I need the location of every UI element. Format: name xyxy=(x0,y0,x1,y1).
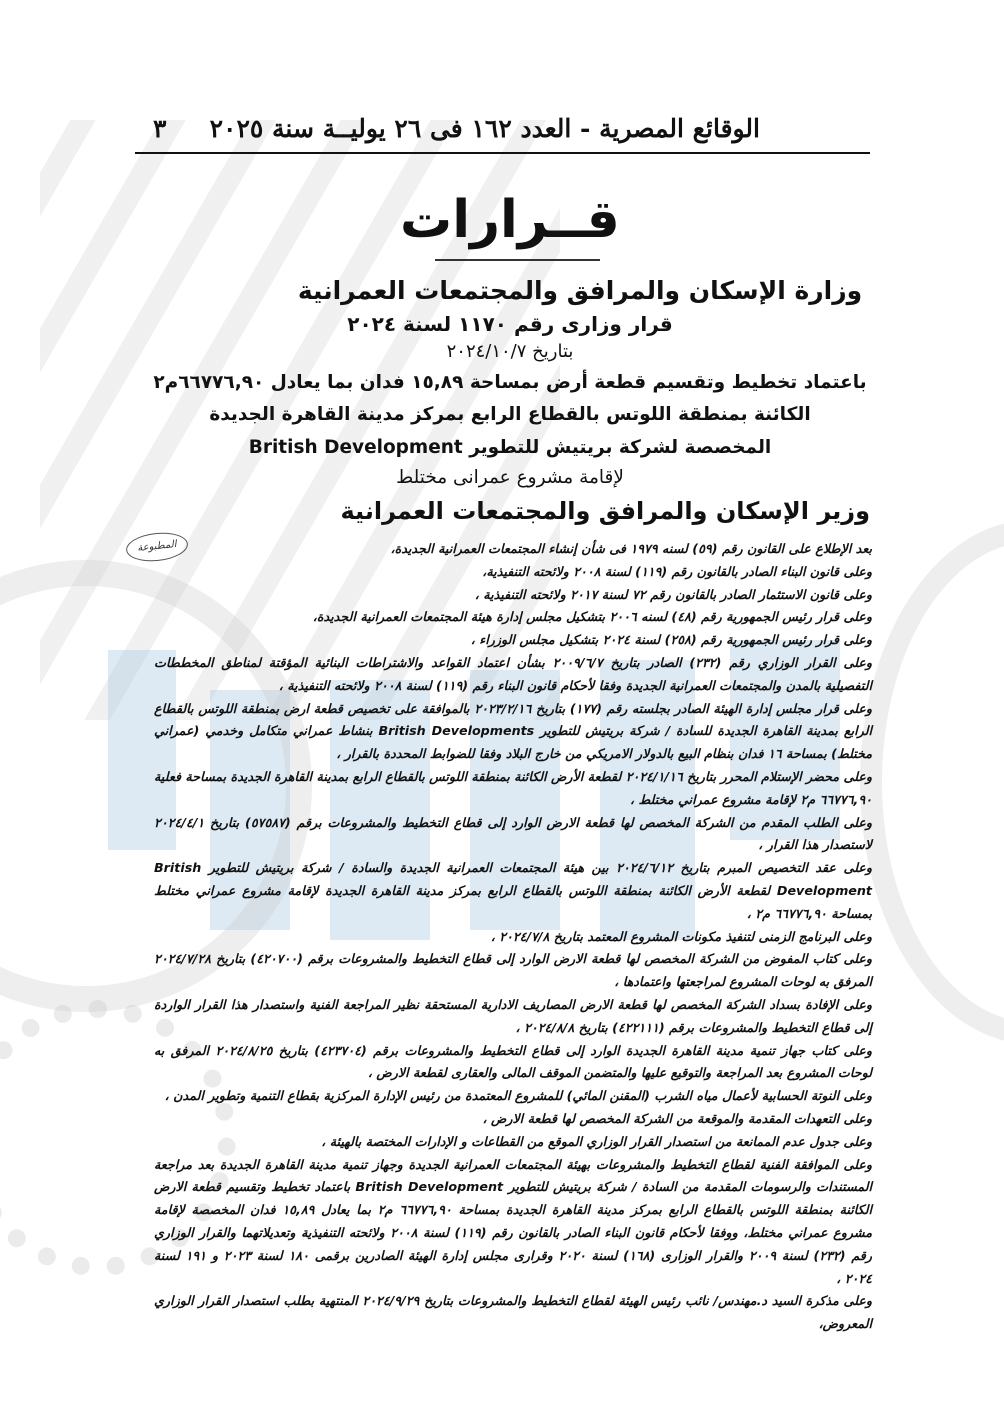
subject-line-1: باعتماد تخطيط وتقسيم قطعة أرض بمساحة ١٥,٨٩ فدان بما يعادل ٦٦٧٧٦,٩٠م٢ xyxy=(153,372,867,393)
preamble-line: وعلى القرار الوزاري رقم (٢٣٢) الصادر بتاريخ ٢٠٠٩/٦/٧ بشأن اعتماد القواعد والاشتراطات البنائية المؤقتة لمناطق المخططات التفصيلية بالمدن والمجتمعات العمرانية الجديدة وفقا لأحكام قانون البناء رقم (١١٩) لسنة ٢٠٠٨ ولائحته التنفيذية ، xyxy=(154,654,872,693)
title-underline xyxy=(435,259,600,261)
preamble-line: وعلى التعهدات المقدمة والموقعة من الشركة المخصص لها قطعة الارض ، xyxy=(482,1110,872,1126)
preamble-line: وعلى النوتة الحسابية لأعمال مياه الشرب (المقنن المائي) للمشروع المعتمدة من رئيس الإدارة المركزية بقطاع التنمية وتطوير المدن ، xyxy=(164,1088,872,1104)
preamble-line: وعلى الطلب المقدم من الشركة المخصص لها قطعة الارض الوارد إلى قطاع التخطيط والمشروعات برقم (٥٧٥٨٧) بتاريخ ٢٠٢٤/٤/١ لاستصدار هذا القرار ، xyxy=(154,814,872,853)
decree-date: بتاريخ ٢٠٢٤/١٠/٧ xyxy=(446,341,574,362)
preamble-line: وعلى كتاب المفوض من الشركة المخصص لها قطعة الارض الوارد إلى قطاع التخطيط والمشروعات برقم (٤٢٠٧٠٠) بتاريخ ٢٠٢٤/٧/٢٨ المرفق به لوحات المشروع لمراجعتها واعتمادها ، xyxy=(154,951,872,990)
section-title: قــرارات xyxy=(400,190,620,250)
page-header xyxy=(135,112,870,154)
preamble-line: وعلى مذكرة السيد د.مهندس/ نائب رئيس الهيئة لقطاع التخطيط والمشروعات بتاريخ ٢٠٢٤/٩/٢٩ المنتهية بطلب استصدار القرار الوزاري المعروض، xyxy=(154,1293,872,1332)
preamble-text xyxy=(154,538,872,1336)
preamble-line: وعلى قرار رئيس الجمهورية رقم (٢٥٨) لسنة ٢٠٢٤ بتشكيل مجلس الوزراء ، xyxy=(470,632,872,648)
subject-line-4: لإقامة مشروع عمرانى مختلط xyxy=(396,467,624,488)
preamble-line: وعلى قانون الاستثمار الصادر بالقانون رقم ٧٢ لسنة ٢٠١٧ ولائحته التنفيذية ، xyxy=(474,586,872,602)
preamble-line: وعلى قانون البناء الصادر بالقانون رقم (١١٩) لسنة ٢٠٠٨ ولائحته التنفيذية، xyxy=(482,563,872,579)
decree-number: قرار وزارى رقم ١١٧٠ لسنة ٢٠٢٤ xyxy=(347,312,673,336)
subject-line-2: الكائنة بمنطقة اللوتس بالقطاع الرابع بمركز مدينة القاهرة الجديدة xyxy=(209,404,811,425)
minister-heading: وزير الإسكان والمرافق والمجتمعات العمرانية xyxy=(340,497,870,525)
preamble-line: وعلى الموافقة الفنية لقطاع التخطيط والمشروعات بهيئة المجتمعات العمرانية الجديدة وجهاز تنمية مدينة القاهرة الجديدة بعد مراجعة المستندات والرسومات المقدمة من السادة / شركة بريتيش للتطوير British Development باعتماد تخطيط وتقسيم قطعة الارض الكائنة بمنطقة اللوتس بالقطاع الرابع بمركز مدينة القاهرة الجديدة بمساحة ٦٦٧٧٦,٩٠ م٢ بما يعادل ١٥,٨٩ فدان المخصصة لإقامة مشروع عمراني مختلط، ووفقا لأحكام قانون البناء الصادر بالقانون رقم (١١٩) لسنة ٢٠٠٨ ولائحته التنفيذية وتعديلاتهما والقرار الوزاري رقم (٢٣٢) لسنة ٢٠٠٩ والقرار الوزارى (١٦٨) لسنة ٢٠٢٠ وقرارى مجلس إدارة الهيئة الصادرين برقمى ١٨٠ لسنة ٢٠٢٣ و ١٩١ لسنة ٢٠٢٤ ، xyxy=(154,1156,872,1286)
preamble-line: وعلى كتاب جهاز تنمية مدينة القاهرة الجديدة الوارد إلى قطاع التخطيط والمشروعات برقم (٤٢٣٧٠٤) بتاريخ ٢٠٢٤/٨/٢٥ المرفق به لوحات المشروع بعد المراجعة والتوقيع عليها والمتضمن الموقف المالى والعقارى لقطعة الارض ، xyxy=(154,1042,872,1081)
preamble-line: وعلى قرار رئيس الجمهورية رقم (٤٨) لسنه ٢٠٠٦ بتشكيل مجلس إدارة هيئة المجتمعات العمرانية الجديدة، xyxy=(312,609,872,625)
preamble-line: وعلى جدول عدم الممانعة من استصدار القرار الوزاري الموقع من القطاعات و الإدارات المختصة بالهيئة ، xyxy=(321,1133,872,1149)
stamp: المطبوعة xyxy=(125,530,190,564)
preamble-line: بعد الإطلاع على القانون رقم (٥٩) لسنه ١٩٧٩ فى شأن إنشاء المجتمعات العمرانية الجديدة، xyxy=(390,541,872,556)
ministry-name: وزارة الإسكان والمرافق والمجتمعات العمرانية xyxy=(297,276,863,305)
preamble-line: وعلى عقد التخصيص المبرم بتاريخ ٢٠٢٤/٦/١٢ بين هيئة المجتمعات العمرانية الجديدة والسادة / شركة بريتيش للتطوير British Development لقطعة الأرض الكائنة بمنطقة اللوتس بالقطاع الرابع بمركز مدينة القاهرة الجديدة لإقامة مشروع عمراني مختلط بمساحة ٦٦٧٧٦,٩٠ م٢ ، xyxy=(154,860,872,921)
preamble-line: وعلى الإفادة بسداد الشركة المخصص لها قطعة الارض المصاريف الادارية المستحقة نظير المراجعة الفنية واستصدار هذا القرار الواردة إلى قطاع التخطيط والمشروعات برقم (٤٢٢١١١) بتاريخ ٢٠٢٤/٨/٨ ، xyxy=(154,996,872,1035)
page-number: ٣ xyxy=(153,114,167,143)
preamble-line: وعلى قرار مجلس إدارة الهيئة الصادر بجلسته رقم (١٧٧) بتاريخ ٢٠٢٣/٢/١٦ بالموافقة على تخصيص قطعة ارض بمنطقة اللوتس بالقطاع الرابع بمدينة القاهرة الجديدة للسادة / شركة بريتيش للتطوير British Developments بنشاط عمراني متكامل وخدمي (عمراني مختلط) بمساحة ١٦ فدان بنظام البيع بالدولار الامريكي من خارج البلاد وفقا للضوابط المحددة بالقرار ، xyxy=(154,700,873,762)
gazette-header-title: الوقائع المصرية - العدد ١٦٢ فى ٢٦ يوليــة سنة ٢٠٢٥ xyxy=(209,114,760,143)
preamble-line: وعلى محضر الإستلام المحرر بتاريخ ٢٠٢٤/١/١٦ لقطعة الأرض الكائنة بمنطقة اللوتس بالقطاع الرابع بمدينة القاهرة الجديدة بمساحة فعلية ٦٦٧٧٦,٩٠ م٢ لإقامة مشروع عمراني مختلط ، xyxy=(154,768,872,807)
subject-line-3: المخصصة لشركة بريتيش للتطوير British Development xyxy=(248,437,772,458)
preamble-line: وعلى البرنامج الزمنى لتنفيذ مكونات المشروع المعتمد بتاريخ ٢٠٢٤/٧/٨ ، xyxy=(490,928,872,944)
